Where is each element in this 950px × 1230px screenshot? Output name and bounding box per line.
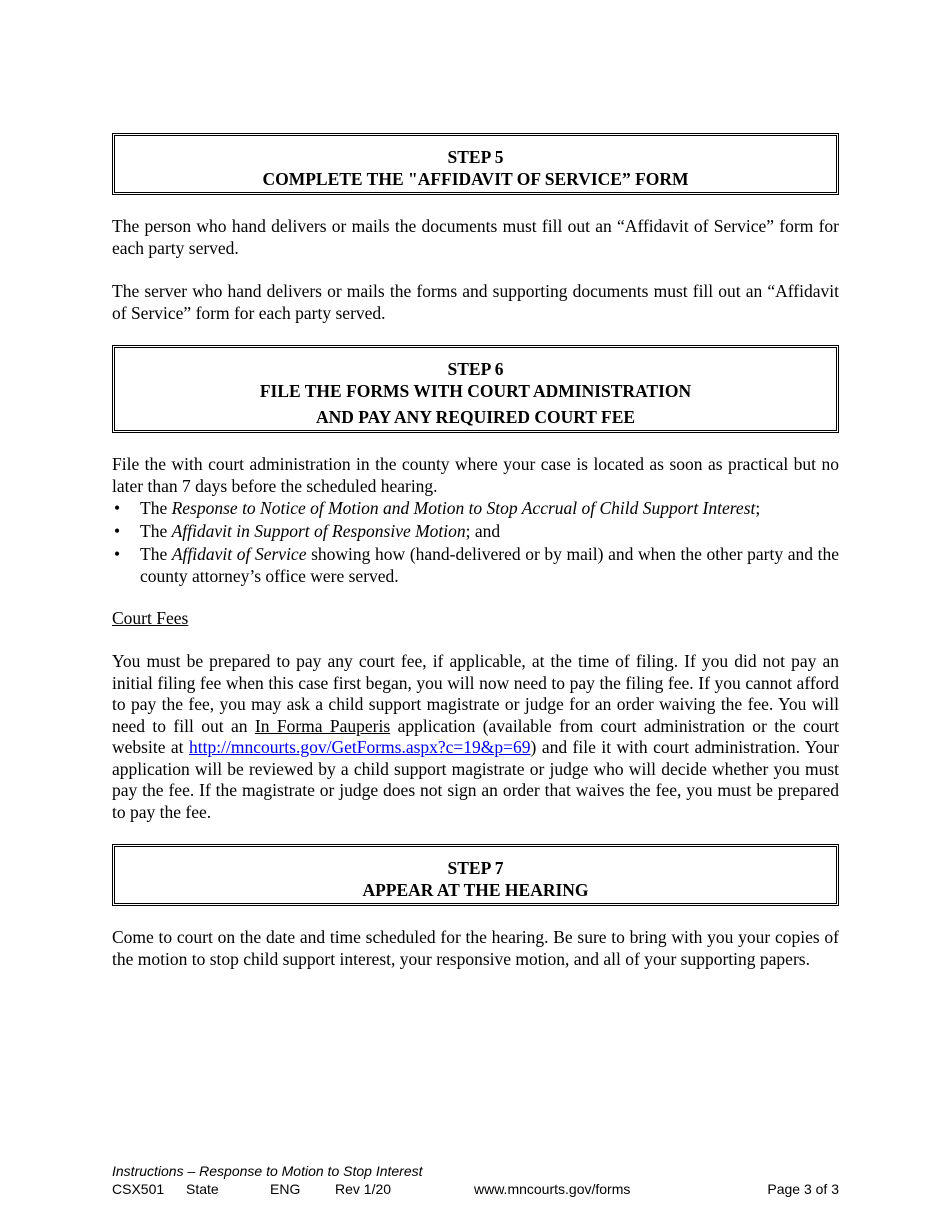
list-item bbox=[112, 544, 839, 587]
list-item-suffix: showing how (hand-delivered or by mail) and when the other party and the county attorney’s office were served. bbox=[140, 544, 839, 586]
list-item-form-name: Response to Notice of Motion and Motion to Stop Accrual of Child Support Interest bbox=[171, 498, 756, 518]
list-item-suffix: ; bbox=[755, 498, 761, 518]
required-forms-list bbox=[112, 498, 839, 589]
footer-page-number: Page 3 of 3 bbox=[767, 1181, 839, 1197]
step-5-heading: STEP 5 bbox=[447, 147, 504, 167]
step-5-paragraph-2: The server who hand delivers or mails the forms and supporting documents must fill out an “Affidavit of Service” form for each party served. bbox=[112, 281, 839, 323]
step-5-title: COMPLETE THE "AFFIDAVIT OF SERVICE” FORM bbox=[262, 169, 689, 189]
bullet-icon: • bbox=[114, 544, 121, 564]
list-item-prefix: The bbox=[140, 498, 172, 518]
bullet-icon: • bbox=[114, 498, 121, 518]
fees-text-part-1: You must be prepared to pay any court fee, if applicable, at the time of filing. If you did not pay an initial filing fee when this case first began, you will now need to pay the filing fee. If you cannot afford to pay the fee, you may ask a child support magistrate or judge for an order waiving the fee. You will need to fill out an bbox=[112, 651, 839, 736]
step-6-heading: STEP 6 bbox=[447, 359, 504, 379]
step-7-header-box bbox=[112, 844, 839, 906]
step-7-heading: STEP 7 bbox=[447, 858, 504, 878]
list-item-suffix: ; and bbox=[465, 521, 501, 541]
step-7-paragraph: Come to court on the date and time scheduled for the hearing. Be sure to bring with you your copies of the motion to stop child support interest, your responsive motion, and all of your supporting papers. bbox=[112, 927, 839, 969]
footer-jurisdiction: State bbox=[186, 1181, 219, 1197]
court-fees-heading: Court Fees bbox=[112, 608, 189, 628]
list-item-prefix: The bbox=[140, 544, 172, 564]
list-item-form-name: Affidavit of Service bbox=[171, 544, 307, 564]
footer-language: ENG bbox=[270, 1181, 301, 1197]
step-6-title-line-1: FILE THE FORMS WITH COURT ADMINISTRATION bbox=[259, 381, 692, 401]
list-item-prefix: The bbox=[140, 521, 172, 541]
list-item bbox=[112, 498, 839, 520]
bullet-icon: • bbox=[114, 521, 121, 541]
step-7-title: APPEAR AT THE HEARING bbox=[362, 880, 589, 900]
fees-text-part-3: ) and file it with court administration. Your application will be reviewed by a child support magistrate or judge who will decide whether you must pay the fee. If the magistrate or judge does not sign an order that waives the fee, you must be prepared to pay the fee. bbox=[112, 737, 839, 822]
list-item bbox=[112, 521, 839, 543]
court-forms-link[interactable]: http://mncourts.gov/GetForms.aspx?c=19&p=69 bbox=[189, 737, 531, 757]
in-forma-pauperis-term: In Forma Pauperis bbox=[254, 715, 391, 736]
footer-website: www.mncourts.gov/forms bbox=[474, 1181, 631, 1197]
fees-text-part-2: application (available from court administration or the court website at bbox=[112, 715, 839, 757]
step-5-header-box bbox=[112, 133, 839, 195]
step-6-intro: File the with court administration in the county where your case is located as soon as practical but no later than 7 days before the scheduled hearing. bbox=[112, 454, 839, 496]
step-6-header-box bbox=[112, 345, 839, 433]
footer-row bbox=[112, 1181, 839, 1199]
list-item-form-name: Affidavit in Support of Responsive Motion bbox=[171, 521, 466, 541]
footer-revision: Rev 1/20 bbox=[335, 1181, 392, 1197]
step-6-title-line-2: AND PAY ANY REQUIRED COURT FEE bbox=[315, 407, 636, 427]
footer-document-title: Instructions – Response to Motion to Stop Interest bbox=[112, 1163, 423, 1179]
court-fees-paragraph bbox=[112, 651, 839, 823]
step-5-paragraph-1: The person who hand delivers or mails the documents must fill out an “Affidavit of Service” form for each party served. bbox=[112, 216, 839, 258]
footer-form-code: CSX501 bbox=[112, 1181, 165, 1197]
